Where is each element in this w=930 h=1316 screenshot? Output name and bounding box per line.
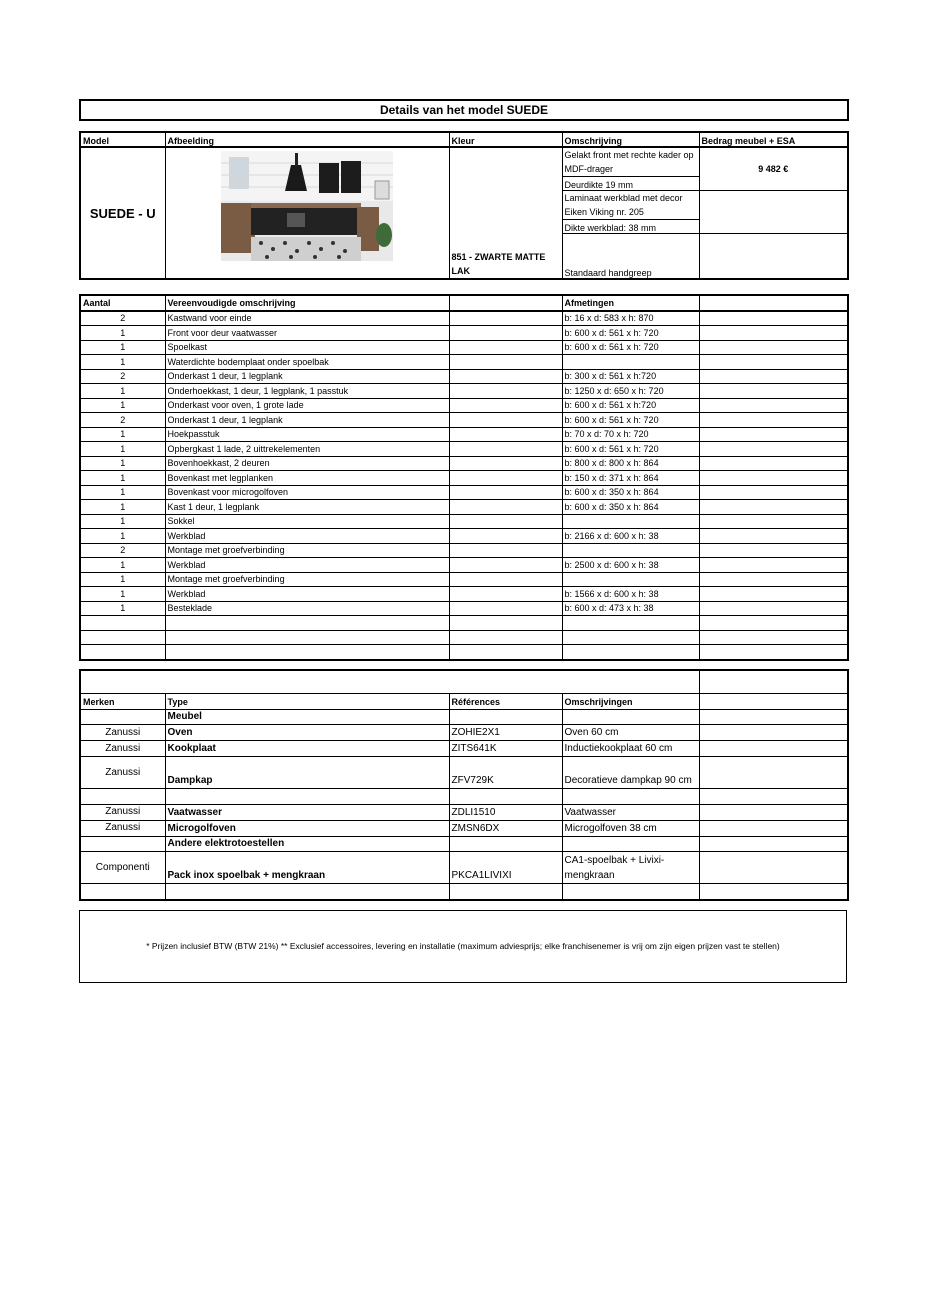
item-dimensions <box>562 543 699 558</box>
item-empty <box>699 500 848 515</box>
appliance-description <box>562 836 699 852</box>
item-empty <box>699 587 848 602</box>
kitchen-image <box>165 147 449 279</box>
appliance-row <box>80 884 848 900</box>
item-description: Bovenhoekkast, 2 deuren <box>165 456 449 471</box>
item-description: Opbergkast 1 lade, 2 uittrekelementen <box>165 442 449 457</box>
appliance-brand: Zanussi <box>80 725 165 741</box>
item-qty: 1 <box>80 355 165 370</box>
item-description: Werkblad <box>165 529 449 544</box>
item-qty: 1 <box>80 456 165 471</box>
appliance-type: Kookplaat <box>165 741 449 757</box>
item-dimensions: b: 2166 x d: 600 x h: 38 <box>562 529 699 544</box>
model-table-header <box>80 132 848 147</box>
description-line: Deurdikte 19 mm <box>562 177 699 191</box>
item-row <box>80 572 848 587</box>
header-type: Type <box>165 694 449 710</box>
item-qty: 1 <box>80 500 165 515</box>
item-empty <box>699 630 848 645</box>
appliance-row <box>80 789 848 805</box>
appliance-empty <box>699 725 848 741</box>
item-qty: 2 <box>80 543 165 558</box>
item-row <box>80 340 848 355</box>
appliances-table <box>79 669 849 901</box>
header-descriptions: Omschrijvingen <box>562 694 699 710</box>
item-row <box>80 326 848 341</box>
item-dimensions <box>562 514 699 529</box>
item-empty <box>449 355 562 370</box>
item-dimensions: b: 1566 x d: 600 x h: 38 <box>562 587 699 602</box>
appliance-empty <box>699 804 848 820</box>
item-description: Werkblad <box>165 587 449 602</box>
item-description <box>165 645 449 660</box>
item-row <box>80 311 848 326</box>
item-row <box>80 500 848 515</box>
appliance-brand <box>80 836 165 852</box>
appliance-brand <box>80 789 165 805</box>
item-description: Hoekpasstuk <box>165 427 449 442</box>
item-empty <box>449 572 562 587</box>
item-empty <box>449 529 562 544</box>
item-description: Onderhoekkast, 1 deur, 1 legplank, 1 passtuk <box>165 384 449 399</box>
item-row <box>80 616 848 631</box>
item-empty <box>449 326 562 341</box>
appliances-table-header <box>80 694 848 710</box>
item-dimensions: b: 600 x d: 561 x h:720 <box>562 398 699 413</box>
appliance-brand <box>80 709 165 725</box>
item-row <box>80 384 848 399</box>
item-empty <box>699 398 848 413</box>
item-empty <box>699 645 848 660</box>
appliance-description <box>562 709 699 725</box>
appliance-brand: Zanussi <box>80 757 165 789</box>
appliances-banner <box>80 670 699 694</box>
item-empty <box>449 413 562 428</box>
header-empty <box>699 295 848 311</box>
item-qty <box>80 616 165 631</box>
header-dimensions: Afmetingen <box>562 295 699 311</box>
item-qty: 1 <box>80 442 165 457</box>
item-empty <box>699 558 848 573</box>
item-dimensions <box>562 616 699 631</box>
appliance-type: Oven <box>165 725 449 741</box>
item-dimensions: b: 2500 x d: 600 x h: 38 <box>562 558 699 573</box>
item-empty <box>449 311 562 326</box>
appliance-reference: ZITS641K <box>449 741 562 757</box>
item-description: Werkblad <box>165 558 449 573</box>
item-empty <box>699 456 848 471</box>
appliance-reference: ZOHIE2X1 <box>449 725 562 741</box>
items-table-header <box>80 295 848 311</box>
price-empty <box>699 191 848 234</box>
item-empty <box>449 485 562 500</box>
item-dimensions: b: 600 x d: 561 x h: 720 <box>562 442 699 457</box>
item-empty <box>449 456 562 471</box>
item-description: Waterdichte bodemplaat onder spoelbak <box>165 355 449 370</box>
appliance-empty <box>699 884 848 900</box>
item-dimensions <box>562 355 699 370</box>
description-line: Dikte werkblad: 38 mm <box>562 220 699 234</box>
item-row <box>80 398 848 413</box>
item-empty <box>449 645 562 660</box>
item-empty <box>449 601 562 616</box>
item-row <box>80 427 848 442</box>
item-empty <box>699 543 848 558</box>
header-empty <box>699 694 848 710</box>
item-empty <box>699 326 848 341</box>
item-qty <box>80 630 165 645</box>
item-qty: 1 <box>80 340 165 355</box>
item-empty <box>699 616 848 631</box>
header-color: Kleur <box>449 132 562 147</box>
item-row <box>80 413 848 428</box>
appliance-type <box>165 789 449 805</box>
item-empty <box>449 398 562 413</box>
header-brands: Merken <box>80 694 165 710</box>
item-row <box>80 514 848 529</box>
item-dimensions: b: 600 x d: 561 x h: 720 <box>562 413 699 428</box>
item-description: Montage met groefverbinding <box>165 572 449 587</box>
appliance-description: CA1-spoelbak + Livixi-mengkraan <box>562 852 699 884</box>
item-row <box>80 485 848 500</box>
kitchen-photo-icon <box>221 151 393 261</box>
item-row <box>80 645 848 660</box>
appliance-description: Microgolfoven 38 cm <box>562 820 699 836</box>
appliance-description: Inductiekookplaat 60 cm <box>562 741 699 757</box>
appliance-reference <box>449 836 562 852</box>
item-empty <box>449 471 562 486</box>
item-dimensions: b: 600 x d: 350 x h: 864 <box>562 485 699 500</box>
item-row <box>80 355 848 370</box>
item-description: Onderkast 1 deur, 1 legplank <box>165 369 449 384</box>
appliance-description: Decoratieve dampkap 90 cm <box>562 757 699 789</box>
item-description: Onderkast voor oven, 1 grote lade <box>165 398 449 413</box>
price-empty <box>699 234 848 280</box>
item-empty <box>449 587 562 602</box>
appliance-reference <box>449 709 562 725</box>
item-empty <box>449 558 562 573</box>
appliances-spacer-row <box>80 670 848 694</box>
item-qty: 2 <box>80 369 165 384</box>
item-empty <box>449 514 562 529</box>
item-empty <box>699 471 848 486</box>
appliance-type <box>165 884 449 900</box>
item-dimensions <box>562 630 699 645</box>
model-name: SUEDE - U <box>80 147 165 279</box>
appliance-type: Andere elektrotoestellen <box>165 836 449 852</box>
appliance-description <box>562 789 699 805</box>
item-row <box>80 471 848 486</box>
item-dimensions: b: 600 x d: 350 x h: 864 <box>562 500 699 515</box>
appliance-type: Meubel <box>165 709 449 725</box>
item-empty <box>699 355 848 370</box>
item-row <box>80 529 848 544</box>
header-empty <box>449 295 562 311</box>
item-description: Front voor deur vaatwasser <box>165 326 449 341</box>
item-empty <box>449 427 562 442</box>
item-empty <box>449 369 562 384</box>
item-row <box>80 587 848 602</box>
appliance-reference <box>449 884 562 900</box>
item-dimensions: b: 1250 x d: 650 x h: 720 <box>562 384 699 399</box>
appliance-row <box>80 725 848 741</box>
item-empty <box>449 340 562 355</box>
description-line: Laminaat werkblad met decor Eiken Viking nr. 205 <box>562 191 699 220</box>
appliances-banner-side <box>699 670 848 694</box>
item-empty <box>449 384 562 399</box>
item-qty: 1 <box>80 514 165 529</box>
appliance-row <box>80 804 848 820</box>
appliance-brand: Componenti <box>80 852 165 884</box>
appliance-brand <box>80 884 165 900</box>
item-empty <box>699 485 848 500</box>
item-row <box>80 456 848 471</box>
item-description: Kastwand voor einde <box>165 311 449 326</box>
description-line: Standaard handgreep <box>562 234 699 280</box>
item-row <box>80 369 848 384</box>
appliance-type: Microgolfoven <box>165 820 449 836</box>
appliance-brand: Zanussi <box>80 741 165 757</box>
item-description: Spoelkast <box>165 340 449 355</box>
item-dimensions: b: 300 x d: 561 x h:720 <box>562 369 699 384</box>
item-qty: 1 <box>80 398 165 413</box>
appliance-description: Vaatwasser <box>562 804 699 820</box>
item-qty: 1 <box>80 529 165 544</box>
item-dimensions: b: 150 x d: 371 x h: 864 <box>562 471 699 486</box>
item-empty <box>449 630 562 645</box>
header-simplified-description: Vereenvoudigde omschrijving <box>165 295 449 311</box>
appliance-type: Dampkap <box>165 757 449 789</box>
item-empty <box>449 500 562 515</box>
item-empty <box>699 369 848 384</box>
appliance-reference: PKCA1LIVIXI <box>449 852 562 884</box>
item-empty <box>699 529 848 544</box>
item-qty: 1 <box>80 384 165 399</box>
item-qty: 1 <box>80 558 165 573</box>
item-qty: 1 <box>80 572 165 587</box>
item-qty <box>80 645 165 660</box>
appliance-brand: Zanussi <box>80 804 165 820</box>
item-dimensions <box>562 645 699 660</box>
item-dimensions: b: 16 x d: 583 x h: 870 <box>562 311 699 326</box>
item-row <box>80 558 848 573</box>
item-empty <box>449 442 562 457</box>
item-row <box>80 543 848 558</box>
item-row <box>80 601 848 616</box>
item-dimensions: b: 70 x d: 70 x h: 720 <box>562 427 699 442</box>
appliance-type: Pack inox spoelbak + mengkraan <box>165 852 449 884</box>
item-dimensions: b: 800 x d: 800 x h: 864 <box>562 456 699 471</box>
item-qty: 2 <box>80 413 165 428</box>
appliance-empty <box>699 820 848 836</box>
item-dimensions <box>562 572 699 587</box>
page-title: Details van het model SUEDE <box>79 99 849 121</box>
item-description: Bovenkast met legplanken <box>165 471 449 486</box>
item-empty <box>699 311 848 326</box>
appliance-reference: ZFV729K <box>449 757 562 789</box>
item-description: Besteklade <box>165 601 449 616</box>
item-qty: 1 <box>80 326 165 341</box>
appliance-empty <box>699 852 848 884</box>
header-price: Bedrag meubel + ESA <box>699 132 848 147</box>
item-empty <box>699 413 848 428</box>
appliance-empty <box>699 709 848 725</box>
appliance-reference <box>449 789 562 805</box>
item-empty <box>699 340 848 355</box>
color-value: 851 - ZWARTE MATTE LAK <box>449 147 562 279</box>
item-row <box>80 630 848 645</box>
item-qty: 1 <box>80 587 165 602</box>
appliance-empty <box>699 789 848 805</box>
item-qty: 1 <box>80 485 165 500</box>
appliance-empty <box>699 741 848 757</box>
item-qty: 1 <box>80 471 165 486</box>
item-description: Kast 1 deur, 1 legplank <box>165 500 449 515</box>
appliance-description <box>562 884 699 900</box>
item-description: Sokkel <box>165 514 449 529</box>
item-description <box>165 630 449 645</box>
appliance-empty <box>699 836 848 852</box>
item-qty: 2 <box>80 311 165 326</box>
item-empty <box>699 514 848 529</box>
item-empty <box>699 442 848 457</box>
header-description: Omschrijving <box>562 132 699 147</box>
item-row <box>80 442 848 457</box>
header-references: Références <box>449 694 562 710</box>
item-description: Montage met groefverbinding <box>165 543 449 558</box>
item-description <box>165 616 449 631</box>
price-value: 9 482 € <box>699 147 848 191</box>
item-qty: 1 <box>80 601 165 616</box>
item-empty <box>699 601 848 616</box>
item-empty <box>699 572 848 587</box>
item-qty: 1 <box>80 427 165 442</box>
item-description: Bovenkast voor microgolfoven <box>165 485 449 500</box>
appliance-row <box>80 852 848 884</box>
appliance-type: Vaatwasser <box>165 804 449 820</box>
item-empty <box>449 616 562 631</box>
appliance-empty <box>699 757 848 789</box>
item-empty <box>449 543 562 558</box>
appliance-row <box>80 757 848 789</box>
item-dimensions: b: 600 x d: 561 x h: 720 <box>562 326 699 341</box>
items-table <box>79 294 849 661</box>
header-qty: Aantal <box>80 295 165 311</box>
item-dimensions: b: 600 x d: 473 x h: 38 <box>562 601 699 616</box>
appliance-brand: Zanussi <box>80 820 165 836</box>
footnote: * Prijzen inclusief BTW (BTW 21%) ** Exclusief accessoires, levering en installatie (maximum adviesprijs; elke franchisenemer is vrij om zijn eigen prijzen vast te stellen) <box>79 910 847 983</box>
item-dimensions: b: 600 x d: 561 x h: 720 <box>562 340 699 355</box>
appliance-row <box>80 820 848 836</box>
item-empty <box>699 427 848 442</box>
header-image: Afbeelding <box>165 132 449 147</box>
appliance-row <box>80 836 848 852</box>
appliance-description: Oven 60 cm <box>562 725 699 741</box>
header-model: Model <box>80 132 165 147</box>
model-table <box>79 131 849 280</box>
item-empty <box>699 384 848 399</box>
item-description: Onderkast 1 deur, 1 legplank <box>165 413 449 428</box>
appliance-row <box>80 741 848 757</box>
description-line: Gelakt front met rechte kader op MDF-drager <box>562 147 699 177</box>
appliance-reference: ZDLI1510 <box>449 804 562 820</box>
appliance-row <box>80 709 848 725</box>
appliance-reference: ZMSN6DX <box>449 820 562 836</box>
